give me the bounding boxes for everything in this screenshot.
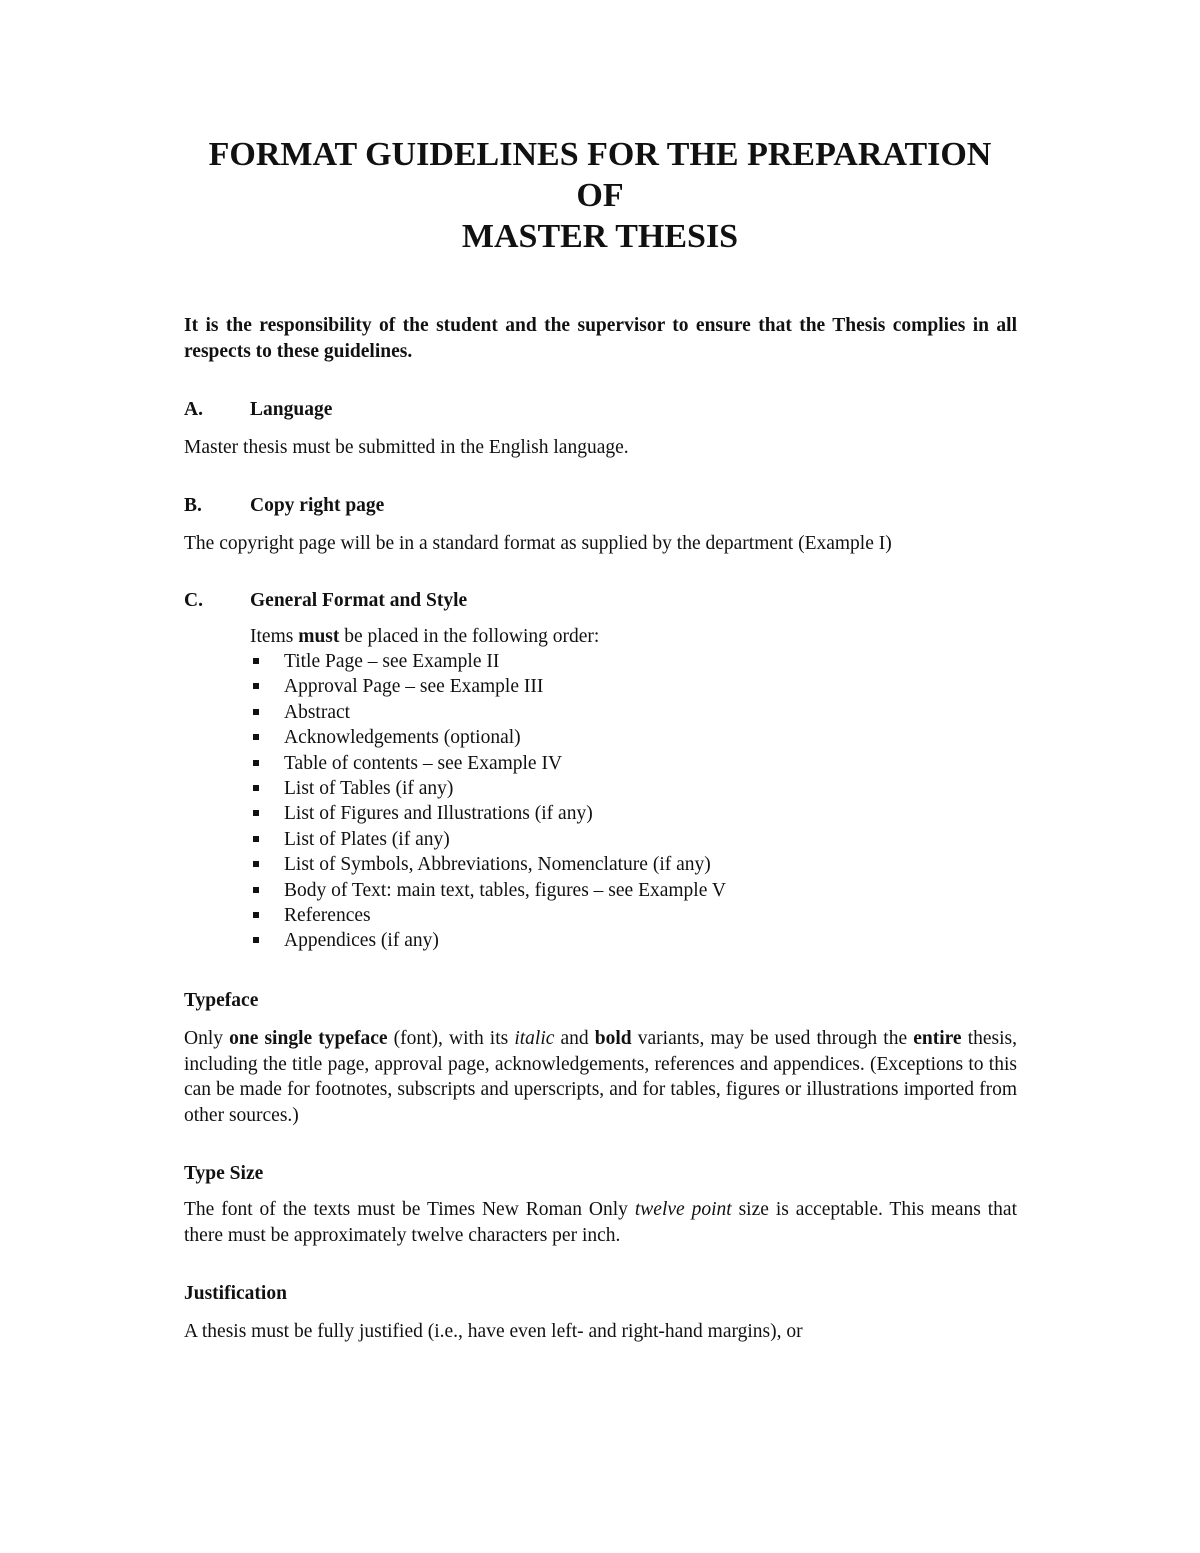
square-bullet-icon	[253, 760, 259, 766]
section-c-heading	[184, 588, 467, 614]
section-b-body: The copyright page will be in a standard format as supplied by the department (Example I)	[184, 533, 892, 554]
section-a-body: Master thesis must be submitted in the English language.	[184, 437, 629, 458]
items-intro-post: be placed in the following order:	[339, 626, 600, 647]
list-item	[250, 700, 726, 725]
list-item	[250, 878, 726, 903]
list-item-text: List of Plates (if any)	[284, 828, 450, 850]
list-item	[250, 852, 726, 877]
list-item	[250, 827, 726, 852]
list-item-text: Table of contents – see Example IV	[284, 752, 563, 774]
list-item	[250, 751, 726, 776]
square-bullet-icon	[253, 912, 259, 918]
list-item-text: List of Symbols, Abbreviations, Nomenclature (if any)	[284, 854, 711, 876]
emphasis-italic: italic	[514, 1028, 555, 1049]
section-b-title: Copy right page	[250, 495, 385, 516]
document-title-line-3: MASTER THESIS	[461, 218, 739, 255]
section-a-heading	[184, 397, 332, 423]
typeface-heading: Typeface	[184, 990, 259, 1011]
justification-heading: Justification	[184, 1283, 287, 1304]
section-b-letter: B.	[184, 495, 202, 516]
responsibility-statement: It is the responsibility of the student and the supervisor to ensure that the Thesis complies in all respects to these guidelines.	[184, 315, 1017, 362]
square-bullet-icon	[253, 887, 259, 893]
list-item-text: Body of Text: main text, tables, figures – see Example V	[284, 879, 726, 901]
type-size-heading: Type Size	[184, 1163, 264, 1184]
emphasis-bold: bold	[594, 1028, 632, 1049]
list-item-text: References	[284, 905, 371, 927]
typeface-paragraph: Only one single typeface (font), with its italic and bold variants, may be used through the entire thesis, including the title page, approval page, acknowledgements, references and appendices. (Exceptions to this can be made for footnotes, subscripts and uperscripts, and for tables, figures or illustrations imported from other sources.)	[184, 1028, 1017, 1126]
list-item	[250, 928, 726, 953]
emphasis-one-single-typeface: one single typeface	[229, 1028, 388, 1049]
list-item-text: Abstract	[284, 701, 351, 723]
section-a-letter: A.	[184, 399, 203, 420]
square-bullet-icon	[253, 937, 259, 943]
required-items-list	[250, 649, 726, 954]
section-c-letter: C.	[184, 590, 203, 611]
square-bullet-icon	[253, 836, 259, 842]
items-intro-pre: Items	[250, 626, 299, 647]
list-item	[250, 776, 726, 801]
document-title-line-2: OF	[576, 177, 624, 214]
section-b-heading	[184, 493, 384, 519]
justification-paragraph: A thesis must be fully justified (i.e., have even left- and right-hand margins), or	[184, 1321, 803, 1342]
items-order-intro	[250, 624, 599, 650]
list-item-text: Acknowledgements (optional)	[284, 727, 521, 749]
items-intro-bold: must	[298, 626, 340, 647]
section-a-title: Language	[250, 399, 333, 420]
list-item-text: Approval Page – see Example III	[284, 676, 544, 698]
square-bullet-icon	[253, 861, 259, 867]
square-bullet-icon	[253, 658, 259, 664]
list-item	[250, 649, 726, 674]
list-item-text: Title Page – see Example II	[284, 651, 500, 672]
section-c-title: General Format and Style	[250, 590, 468, 611]
list-item	[250, 725, 726, 750]
square-bullet-icon	[253, 709, 259, 715]
square-bullet-icon	[253, 785, 259, 791]
list-item-text: List of Figures and Illustrations (if any)	[284, 803, 593, 825]
square-bullet-icon	[253, 810, 259, 816]
list-item-text: Appendices (if any)	[284, 930, 439, 952]
square-bullet-icon	[253, 683, 259, 689]
emphasis-twelve-point: twelve point	[634, 1199, 732, 1220]
list-item-text: List of Tables (if any)	[284, 778, 454, 800]
list-item	[250, 674, 726, 699]
list-item	[250, 903, 726, 928]
type-size-paragraph: The font of the texts must be Times New Roman Only twelve point size is acceptable. This means that there must be approximately twelve characters per inch.	[184, 1199, 1017, 1246]
emphasis-entire: entire	[913, 1028, 962, 1049]
square-bullet-icon	[253, 734, 259, 740]
list-item	[250, 801, 726, 826]
document-title-line-1: FORMAT GUIDELINES FOR THE PREPARATION	[208, 136, 992, 173]
